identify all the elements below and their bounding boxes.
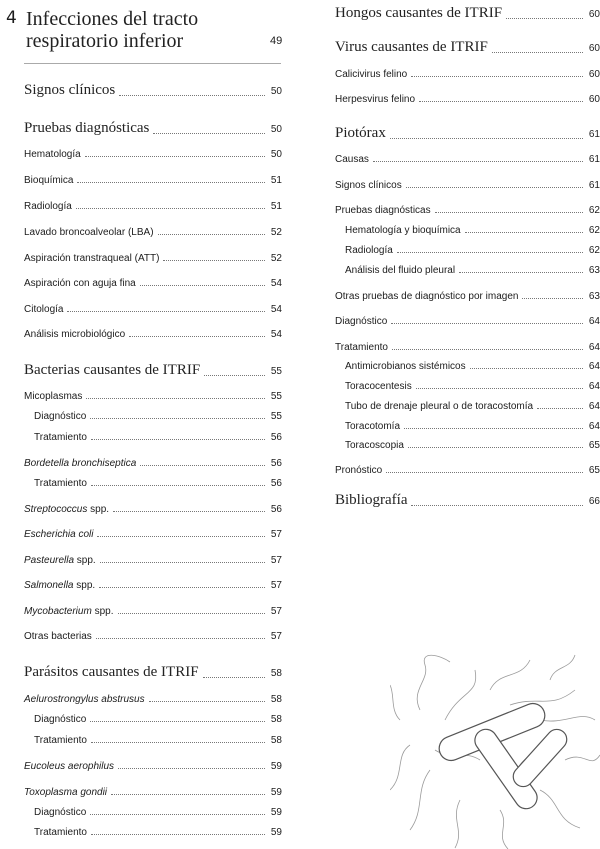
toc-page-number: 54 xyxy=(270,329,282,340)
dot-leader xyxy=(392,349,583,350)
toc-page-number: 61 xyxy=(588,154,600,165)
toc-entry-title xyxy=(24,529,93,540)
dot-leader xyxy=(90,814,265,815)
toc-entry-title xyxy=(24,504,109,515)
toc-entry-title: Otras pruebas de diagnóstico por imagen xyxy=(335,291,519,302)
dot-leader xyxy=(386,472,583,473)
toc-item xyxy=(24,759,282,772)
dot-leader xyxy=(140,465,265,466)
toc-page-number: 59 xyxy=(270,807,282,818)
toc-section xyxy=(335,4,600,22)
toc-page-number: 66 xyxy=(588,496,600,507)
dot-leader xyxy=(435,212,583,213)
toc-item xyxy=(24,173,282,186)
toc-page-number: 57 xyxy=(270,580,282,591)
chapter-title-line-2: respiratorio inferior xyxy=(26,30,184,52)
toc-item xyxy=(24,629,282,642)
toc-item xyxy=(24,785,282,798)
dot-leader xyxy=(492,52,583,53)
toc-item xyxy=(24,389,282,402)
dot-leader xyxy=(99,587,265,588)
toc-page-number: 65 xyxy=(588,440,600,451)
toc-item xyxy=(24,276,282,289)
toc-page-number: 54 xyxy=(270,278,282,289)
toc-entry-title: Lavado broncoalveolar (LBA) xyxy=(24,227,154,238)
toc-section xyxy=(335,491,600,509)
toc-entry-title: Análisis microbiológico xyxy=(24,329,126,340)
toc-entry-title-italic: Toxoplasma gondii xyxy=(24,787,108,798)
toc-page-number: 56 xyxy=(270,432,282,443)
toc-entry-title: Tratamiento xyxy=(34,432,87,443)
toc-page-number: 52 xyxy=(270,227,282,238)
dot-leader xyxy=(140,285,265,286)
toc-subitem xyxy=(335,379,600,392)
dot-leader xyxy=(537,408,583,409)
toc-entry-title: Radiología xyxy=(24,201,72,212)
toc-item xyxy=(24,199,282,212)
toc-page-number: 64 xyxy=(588,342,600,353)
toc-entry-title xyxy=(24,787,107,798)
toc-entry-title: Diagnóstico xyxy=(34,807,87,818)
toc-entry-title-italic: Aelurostrongylus abstrusus xyxy=(24,694,145,705)
toc-item xyxy=(335,152,600,165)
dot-leader xyxy=(113,511,265,512)
toc-entry-title xyxy=(24,761,114,772)
toc-page-number: 62 xyxy=(588,225,600,236)
toc-page-number: 59 xyxy=(270,787,282,798)
toc-page-number: 52 xyxy=(270,253,282,264)
chapter-title-line-1: Infecciones del tracto xyxy=(26,8,199,30)
dot-leader xyxy=(149,701,265,702)
toc-page-number: 57 xyxy=(270,606,282,617)
dot-leader xyxy=(100,562,265,563)
toc-subitem xyxy=(24,476,282,489)
toc-entry-title xyxy=(24,580,95,591)
toc-entry-title: Tratamiento xyxy=(34,827,87,838)
toc-entry-title: Otras bacterias xyxy=(24,631,92,642)
toc-entry-title-italic: Escherichia coli xyxy=(24,529,94,540)
chapter-title xyxy=(26,8,198,52)
bacteria-illustration xyxy=(390,650,600,849)
toc-item xyxy=(24,502,282,515)
toc-item xyxy=(24,302,282,315)
dot-leader xyxy=(390,138,583,139)
dot-leader xyxy=(97,536,265,537)
toc-page-number: 58 xyxy=(270,735,282,746)
dot-leader xyxy=(158,234,265,235)
dot-leader xyxy=(459,272,583,273)
toc-item xyxy=(24,527,282,540)
toc-entry-title: Toracotomía xyxy=(345,421,401,432)
toc-page-number: 50 xyxy=(270,86,282,97)
dot-leader xyxy=(506,18,583,19)
toc-entry-title: Hematología y bioquímica xyxy=(345,225,461,236)
toc-item xyxy=(335,67,600,80)
toc-item xyxy=(335,203,600,216)
toc-item xyxy=(335,178,600,191)
toc-page-number: 61 xyxy=(588,180,600,191)
toc-entry-title: Toracocentesis xyxy=(345,381,412,392)
toc-entry-title-italic: Salmonella xyxy=(24,580,74,591)
toc-entry-title: Antimicrobianos sistémicos xyxy=(345,361,466,372)
toc-entry-title: Tratamiento xyxy=(34,735,87,746)
toc-entry-title: Micoplasmas xyxy=(24,391,83,402)
toc-subitem xyxy=(24,805,282,818)
toc-page-number: 57 xyxy=(270,529,282,540)
toc-page-number: 56 xyxy=(270,504,282,515)
toc-page-number: 58 xyxy=(270,714,282,725)
dot-leader xyxy=(118,613,266,614)
toc-subitem xyxy=(335,419,600,432)
toc-item xyxy=(335,314,600,327)
dot-leader xyxy=(96,638,265,639)
toc-page-number: 64 xyxy=(588,401,600,412)
dot-leader xyxy=(129,336,265,337)
toc-entry-title: Tratamiento xyxy=(335,342,388,353)
toc-entry-title: Herpesvirus felino xyxy=(335,94,416,105)
toc-page-number: 64 xyxy=(588,316,600,327)
toc-entry-title: Diagnóstico xyxy=(335,316,388,327)
toc-page-number: 57 xyxy=(270,631,282,642)
toc-subitem xyxy=(335,263,600,276)
dot-leader xyxy=(119,95,265,96)
dot-leader xyxy=(90,418,265,419)
toc-page-number: 55 xyxy=(270,411,282,422)
dot-leader xyxy=(465,232,583,233)
toc-entry-title: Hematología xyxy=(24,149,81,160)
dot-leader xyxy=(91,742,265,743)
toc-item xyxy=(335,289,600,302)
toc-entry-title: Causas xyxy=(335,154,369,165)
toc-section xyxy=(335,124,600,142)
toc-item xyxy=(24,692,282,705)
toc-page-number: 63 xyxy=(588,291,600,302)
dot-leader xyxy=(419,101,583,102)
toc-page-number: 55 xyxy=(270,391,282,402)
dot-leader xyxy=(86,398,265,399)
toc-entry-title: Tubo de drenaje pleural o de toracostomía xyxy=(345,401,534,412)
toc-subitem xyxy=(24,712,282,725)
toc-entry-title-italic: Eucoleus aerophilus xyxy=(24,761,115,772)
toc-page-number: 60 xyxy=(588,9,600,20)
dot-leader xyxy=(408,447,583,448)
toc-page-number: 60 xyxy=(588,69,600,80)
dot-leader xyxy=(111,794,265,795)
toc-item xyxy=(24,578,282,591)
toc-page-number: 59 xyxy=(270,827,282,838)
toc-entry-title: Signos clínicos xyxy=(335,180,402,191)
toc-section xyxy=(24,119,282,137)
toc-page-number: 51 xyxy=(270,175,282,186)
toc-subitem xyxy=(335,223,600,236)
bacteria-rods xyxy=(436,700,571,813)
dot-leader xyxy=(373,161,583,162)
dot-leader xyxy=(203,677,265,678)
toc-entry-title: Bibliografía xyxy=(335,492,408,508)
toc-page-number: 55 xyxy=(270,366,282,377)
toc-page-number: 58 xyxy=(270,694,282,705)
toc-entry-title: Calicivirus felino xyxy=(335,69,408,80)
toc-item xyxy=(24,456,282,469)
chapter-page-number: 49 xyxy=(270,35,283,47)
toc-entry-title: Parásitos causantes de ITRIF xyxy=(24,664,199,680)
dot-leader xyxy=(67,311,265,312)
toc-entry-title: Pruebas diagnósticas xyxy=(24,120,150,136)
toc-subitem xyxy=(24,733,282,746)
toc-entry-title-italic: Streptococcus xyxy=(24,504,88,515)
chapter-number: 4 xyxy=(6,8,17,28)
dot-leader xyxy=(153,133,265,134)
toc-page-number: 54 xyxy=(270,304,282,315)
toc-page-number: 56 xyxy=(270,458,282,469)
toc-page-number: 60 xyxy=(588,94,600,105)
dot-leader xyxy=(406,187,583,188)
toc-entry-title xyxy=(24,555,96,566)
toc-subitem xyxy=(335,359,600,372)
dot-leader xyxy=(163,260,265,261)
toc-page-number: 61 xyxy=(588,129,600,140)
toc-entry-title: Diagnóstico xyxy=(34,411,87,422)
chapter-divider xyxy=(24,63,281,64)
toc-page-number: 65 xyxy=(588,465,600,476)
dot-leader xyxy=(411,76,583,77)
toc-item xyxy=(24,327,282,340)
toc-page-number: 62 xyxy=(588,245,600,256)
toc-entry-title-italic: Pasteurella xyxy=(24,555,75,566)
toc-item xyxy=(24,147,282,160)
toc-entry-title-italic: Mycobacterium xyxy=(24,606,92,617)
dot-leader xyxy=(470,368,583,369)
dot-leader xyxy=(404,428,583,429)
dot-leader xyxy=(204,375,265,376)
toc-entry-title-rest: spp. xyxy=(73,580,96,591)
toc-page-number: 64 xyxy=(588,361,600,372)
toc-entry-title-rest: spp. xyxy=(87,504,110,515)
toc-subitem xyxy=(335,399,600,412)
dot-leader xyxy=(90,721,265,722)
dot-leader xyxy=(411,505,583,506)
toc-item xyxy=(24,553,282,566)
toc-section xyxy=(24,361,282,379)
toc-entry-title: Hongos causantes de ITRIF xyxy=(335,5,503,21)
toc-section xyxy=(24,663,282,681)
toc-subitem xyxy=(335,243,600,256)
toc-entry-title: Piotórax xyxy=(335,125,386,141)
toc-page-number: 59 xyxy=(270,761,282,772)
toc-page-number: 51 xyxy=(270,201,282,212)
toc-entry-title: Tratamiento xyxy=(34,478,87,489)
toc-page-number: 58 xyxy=(270,668,282,679)
toc-page-number: 63 xyxy=(588,265,600,276)
toc-page-number: 57 xyxy=(270,555,282,566)
toc-subitem xyxy=(24,430,282,443)
toc-entry-title: Pronóstico xyxy=(335,465,383,476)
toc-page-number: 64 xyxy=(588,381,600,392)
toc-item xyxy=(335,340,600,353)
toc-entry-title: Aspiración con aguja fina xyxy=(24,278,136,289)
dot-leader xyxy=(522,298,583,299)
toc-item xyxy=(24,251,282,264)
toc-entry-title-italic: Bordetella bronchiseptica xyxy=(24,458,137,469)
toc-entry-title xyxy=(24,606,114,617)
dot-leader xyxy=(391,323,583,324)
toc-entry-title-rest: spp. xyxy=(91,606,114,617)
toc-page-number: 56 xyxy=(270,478,282,489)
toc-entry-title: Pruebas diagnósticas xyxy=(335,205,431,216)
toc-entry-title: Radiología xyxy=(345,245,393,256)
dot-leader xyxy=(91,834,265,835)
toc-entry-title: Citología xyxy=(24,304,64,315)
toc-item xyxy=(24,604,282,617)
dot-leader xyxy=(91,485,265,486)
dot-leader xyxy=(76,208,265,209)
dot-leader xyxy=(77,182,265,183)
dot-leader xyxy=(416,388,583,389)
dot-leader xyxy=(85,156,265,157)
toc-page-number: 64 xyxy=(588,421,600,432)
toc-section xyxy=(335,38,600,56)
toc-item xyxy=(335,92,600,105)
toc-page-number: 62 xyxy=(588,205,600,216)
toc-page-number: 50 xyxy=(270,124,282,135)
toc-entry-title: Aspiración transtraqueal (ATT) xyxy=(24,253,160,264)
toc-entry-title: Bioquímica xyxy=(24,175,74,186)
toc-entry-title-rest: spp. xyxy=(74,555,96,566)
toc-entry-title: Diagnóstico xyxy=(34,714,87,725)
toc-section xyxy=(24,81,282,99)
dot-leader xyxy=(397,252,583,253)
toc-page-number: 60 xyxy=(588,43,600,54)
toc-subitem xyxy=(24,409,282,422)
toc-entry-title: Análisis del fluido pleural xyxy=(345,265,456,276)
toc-item xyxy=(24,225,282,238)
dot-leader xyxy=(91,439,265,440)
toc-entry-title: Toracoscopia xyxy=(345,440,404,451)
toc-subitem xyxy=(24,825,282,838)
toc-entry-title xyxy=(24,458,136,469)
toc-entry-title: Bacterias causantes de ITRIF xyxy=(24,362,201,378)
toc-item xyxy=(335,463,600,476)
toc-page-number: 50 xyxy=(270,149,282,160)
toc-subitem xyxy=(335,438,600,451)
dot-leader xyxy=(118,768,265,769)
toc-entry-title xyxy=(24,694,145,705)
toc-entry-title: Signos clínicos xyxy=(24,82,116,98)
toc-entry-title: Virus causantes de ITRIF xyxy=(335,39,488,55)
